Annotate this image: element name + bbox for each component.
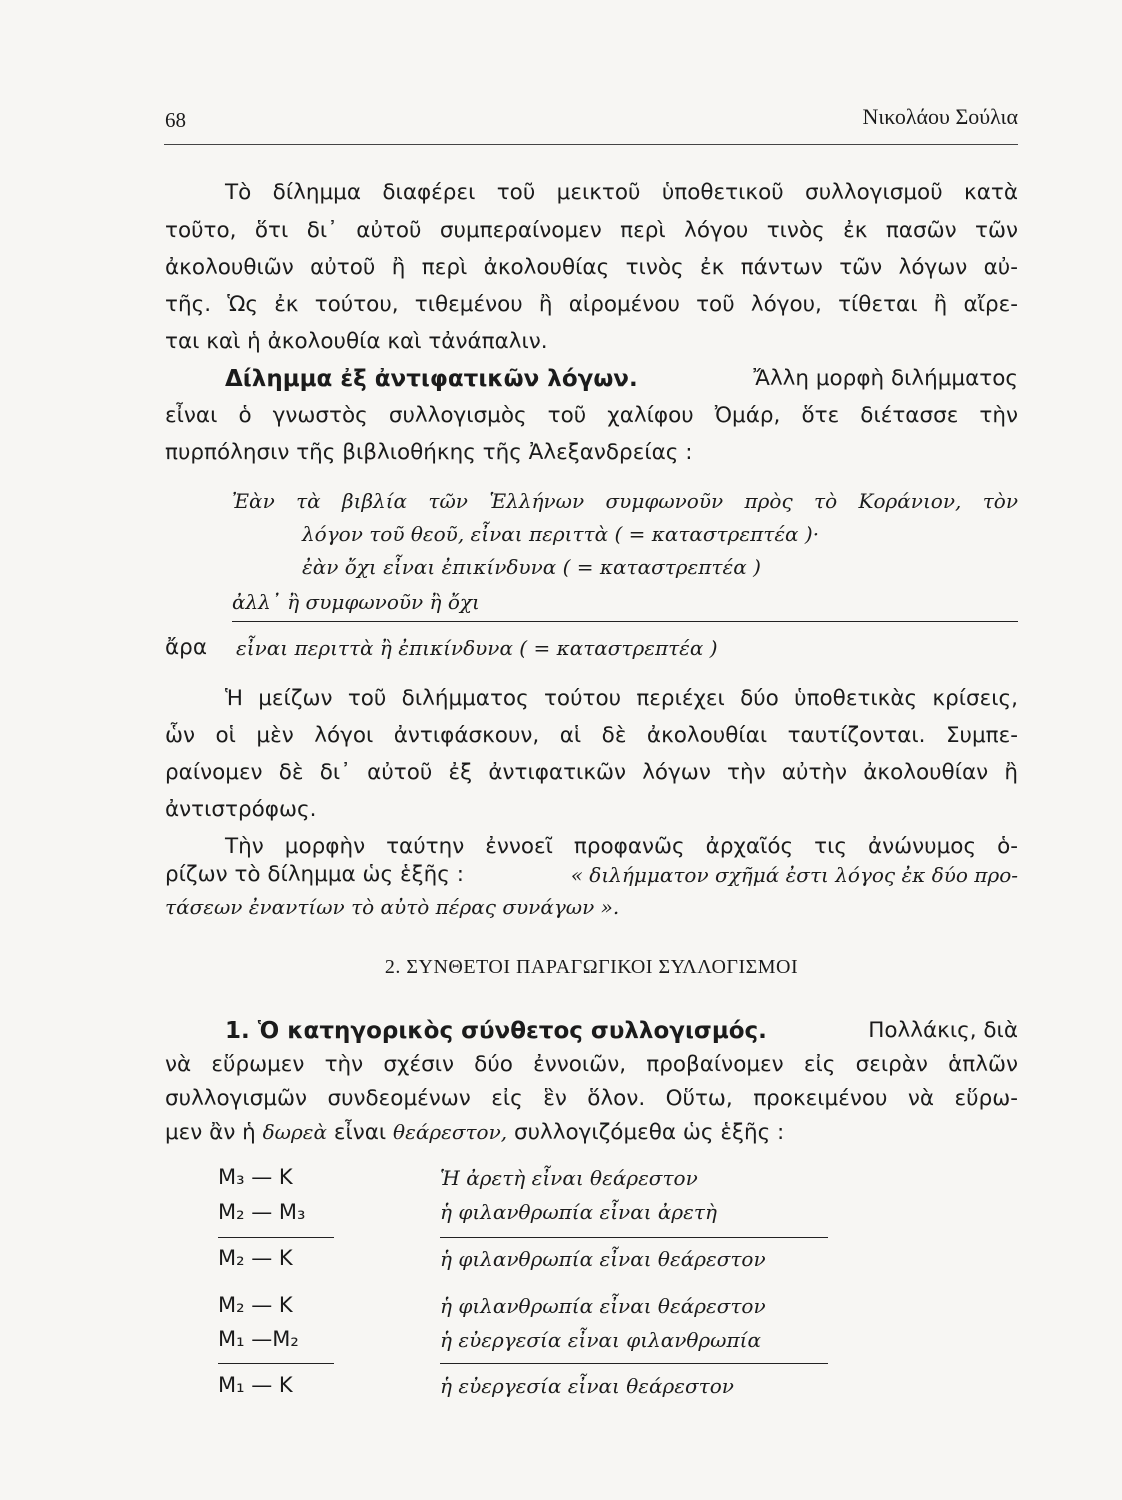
- para4-line-1: Τὴν μορφὴν ταύτην ἐννοεῖ προφανῶς ἀρχαῖός τις ἀνώνυμος ὁ-: [225, 834, 1018, 859]
- chain-formula-5: M₁ —M₂: [218, 1327, 299, 1351]
- chain-premise-2: ἡ φιλανθρωπία εἶναι ἀρετὴ: [440, 1200, 717, 1224]
- categorical-heading: 1. Ὁ κατηγορικὸς σύνθετος συλλογισμός.: [225, 1018, 767, 1044]
- syllogism-line-3: ἐὰν ὄχι εἶναι ἐπικίνδυνα ( = καταστρεπτέα ): [302, 555, 761, 579]
- chain-premise-6: ἡ εὐεργεσία εἶναι θεάρεστον: [440, 1374, 734, 1398]
- chain-premise-1: Ἡ ἀρετὴ εἶναι θεάρεστον: [440, 1166, 698, 1190]
- chain-formula-2: M₂ — M₃: [218, 1200, 306, 1224]
- para4-quote-2: τάσεων ἐναντίων τὸ αὐτὸ πέρας συνάγων ».: [165, 895, 620, 919]
- syllogism-conclusion: εἶναι περιττὰ ἢ ἐπικίνδυνα ( = καταστρεπτέα ): [236, 636, 718, 660]
- chain-formula-6: M₁ — K: [218, 1373, 293, 1397]
- syllogism-line-1: Ἐὰν τὰ βιβλία τῶν Ἑλλήνων συμφωνοῦν πρὸς τὸ Κοράνιον, τὸν: [232, 489, 1018, 513]
- para3-line-2: ὧν οἱ μὲν λόγοι ἀντιφάσκουν, αἱ δὲ ἀκολουθίαι ταυτίζονται. Συμπε-: [165, 723, 1018, 748]
- para1-line-3: ἀκολουθιῶν αὐτοῦ ἢ περὶ ἀκολουθίας τινὸς ἐκ πάντων τῶν λόγων αὐ-: [165, 255, 1018, 280]
- para3-line-3: ραίνομεν δὲ δι᾽ αὐτοῦ ἐξ ἀντιφατικῶν λόγων τὴν αὐτὴν ἀκολουθίαν ἢ: [165, 760, 1018, 785]
- para5-l4-a: μεν ἂν ἡ: [165, 1120, 256, 1145]
- chain-rule-formula-1: [218, 1237, 334, 1238]
- running-header-author: Νικολάου Σούλια: [862, 104, 1018, 129]
- chain-formula-1: M₃ — K: [218, 1165, 293, 1189]
- syllogism-line-4: ἀλλ᾽ ἢ συμφωνοῦν ἢ ὄχι: [232, 590, 480, 614]
- para2-line-1: [225, 364, 1018, 394]
- para2-line-1-rest: Ἄλλη μορφὴ διλήμματος: [753, 366, 1018, 391]
- para5-line-3: συλλογισμῶν συνδεομένων εἰς ἓν ὅλον. Οὕτω, προκειμένου νὰ εὕρω-: [165, 1086, 1018, 1111]
- syllogism-line-2: λόγον τοῦ θεοῦ, εἶναι περιττὰ ( = καταστρεπτέα )·: [302, 522, 820, 546]
- chain-premise-4: ἡ φιλανθρωπία εἶναι θεάρεστον: [440, 1294, 766, 1318]
- chain-formula-4: M₂ — K: [218, 1293, 293, 1317]
- para1-line-5: ται καὶ ἡ ἀκολουθία καὶ τἀνάπαλιν.: [165, 329, 548, 354]
- para5-l4-b: δωρεὰ: [262, 1120, 327, 1144]
- para2-line-3: πυρπόλησιν τῆς βιβλιοθήκης τῆς Ἀλεξανδρείας :: [165, 440, 693, 465]
- conclusion-word: ἄρα: [165, 635, 207, 660]
- para2-line-2: εἶναι ὁ γνωστὸς συλλογισμὸς τοῦ χαλίφου Ὀμάρ, ὅτε διέτασσε τὴν: [165, 403, 1018, 428]
- para1-line-2: τοῦτο, ὅτι δι᾽ αὐτοῦ συμπεραίνομεν περὶ λόγου τινὸς ἐκ πασῶν τῶν: [165, 218, 1018, 243]
- chain-formula-3: M₂ — K: [218, 1246, 293, 1270]
- dilemma-heading: Δίλημμα ἐξ ἀντιφατικῶν λόγων.: [225, 366, 638, 392]
- para1-line-4: τῆς. Ὡς ἐκ τούτου, τιθεμένου ἢ αἰρομένου τοῦ λόγου, τίθεται ἢ αἴρε-: [165, 292, 1018, 317]
- para5-l4-e: συλλογιζόμεθα ὡς ἑξῆς :: [513, 1120, 785, 1145]
- para5-line-2: νὰ εὕρωμεν τὴν σχέσιν δύο ἐννοιῶν, προβαίνομεν εἰς σειρὰν ἁπλῶν: [165, 1052, 1018, 1077]
- para5-line-4: [165, 1117, 1018, 1148]
- header-rule: [164, 144, 1018, 145]
- para3-line-4: ἀντιστρόφως.: [165, 797, 317, 822]
- para4-line-2-plain: ρίζων τὸ δίλημμα ὡς ἑξῆς :: [165, 862, 464, 887]
- para1-line-1: Τὸ δίλημμα διαφέρει τοῦ μεικτοῦ ὑποθετικοῦ συλλογισμοῦ κατὰ: [225, 180, 1018, 205]
- syllogism-rule: [232, 621, 1018, 622]
- para5-l4-c: εἶναι: [333, 1120, 387, 1145]
- chain-premise-3: ἡ φιλανθρωπία εἶναι θεάρεστον: [440, 1247, 766, 1271]
- para5-line-1: [225, 1016, 1018, 1046]
- para4-quote-1: « διλήμματον σχῆμά ἐστι λόγος ἐκ δύο προ-: [570, 863, 1018, 887]
- para4-line-2: [165, 860, 1018, 890]
- chain-premise-5: ἡ εὐεργεσία εἶναι φιλανθρωπία: [440, 1328, 761, 1352]
- para3-line-1: Ἡ μείζων τοῦ διλήμματος τούτου περιέχει δύο ὑποθετικὰς κρίσεις,: [225, 686, 1018, 711]
- page-number: 68: [165, 108, 186, 132]
- chain-rule-text-1: [440, 1237, 828, 1238]
- chain-rule-formula-2: [218, 1363, 334, 1364]
- section-title: 2. ΣΥΝΘΕΤΟΙ ΠΑΡΑΓΩΓΙΚΟΙ ΣΥΛΛΟΓΙΣΜΟΙ: [384, 956, 799, 978]
- chain-rule-text-2: [440, 1363, 828, 1364]
- para5-l4-d: θεάρεστον,: [393, 1120, 508, 1144]
- para5-line-1-rest: Πολλάκις, διὰ: [868, 1018, 1018, 1043]
